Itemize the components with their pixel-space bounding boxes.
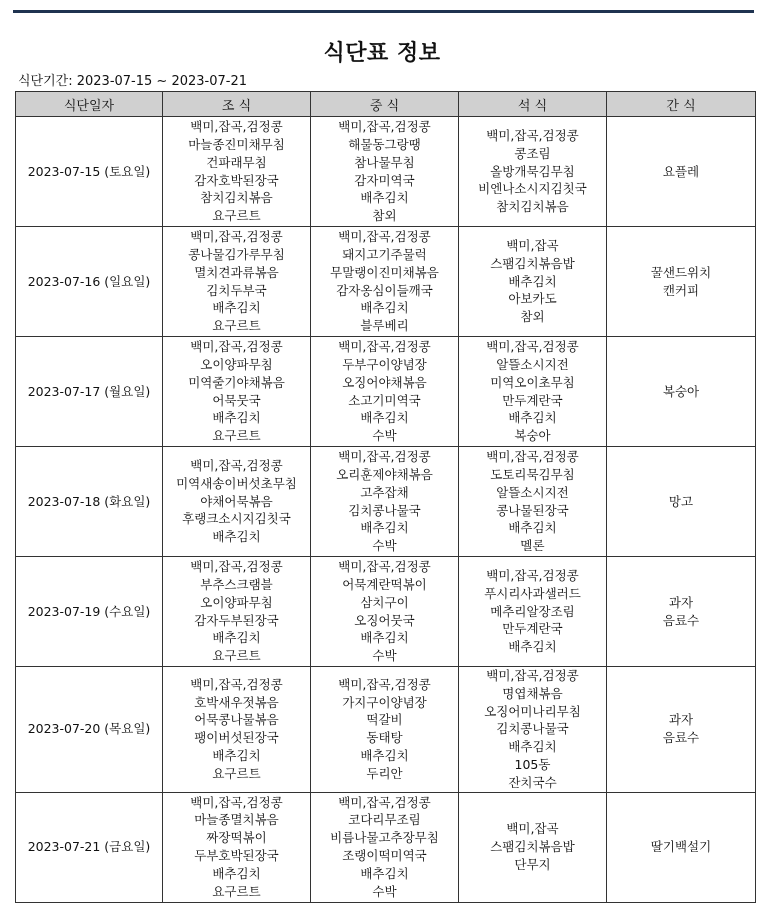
dinner-cell <box>459 227 607 337</box>
menu-item: 요구르트 <box>212 883 261 899</box>
menu-item: 복숭아 <box>514 428 551 444</box>
date-cell: 2023-07-21 (금요일) <box>16 792 163 902</box>
menu-item: 꿀샌드위치 <box>650 264 712 280</box>
menu-item: 오이양파무침 <box>200 356 273 372</box>
menu-item: 배추김치 <box>360 300 409 316</box>
menu-item: 감자두부된장국 <box>194 612 279 628</box>
menu-item: 과자 <box>668 712 694 728</box>
menu-item: 음료수 <box>662 612 700 628</box>
date-cell: 2023-07-19 (수요일) <box>16 557 163 667</box>
breakfast-cell <box>163 117 311 227</box>
date-cell: 2023-07-20 (목요일) <box>16 667 163 793</box>
menu-item: 백미,잡곡,검정콩 <box>486 128 579 143</box>
page-title: 식단표 정보 <box>323 41 441 66</box>
dinner-cell <box>459 337 607 447</box>
menu-item: 도토리묵김무침 <box>490 466 575 482</box>
menu-item: 김치두부국 <box>206 282 267 298</box>
column-header-breakfast: 조 식 <box>163 92 311 117</box>
menu-item: 배추김치 <box>508 410 557 426</box>
lunch-cell <box>311 227 459 337</box>
dinner-cell <box>459 792 607 902</box>
menu-item: 어묵콩나물볶음 <box>194 712 279 728</box>
menu-item: 백미,잡곡,검정콩 <box>338 449 431 465</box>
dinner-cell <box>459 117 607 227</box>
menu-item: 조랭이떡미역국 <box>342 848 427 864</box>
menu-item: 미역줄기야채볶음 <box>188 374 285 390</box>
dinner-cell <box>459 557 607 667</box>
menu-item: 배추김치 <box>508 739 557 755</box>
menu-item: 알뜰소시지전 <box>496 484 569 500</box>
date-cell: 2023-07-18 (화요일) <box>16 447 163 557</box>
menu-item: 비엔나소시지김칫국 <box>478 181 587 197</box>
breakfast-cell <box>163 447 311 557</box>
menu-item: 캔커피 <box>662 282 700 298</box>
menu-item: 요구르트 <box>212 765 261 781</box>
menu-item: 동태탕 <box>366 730 403 746</box>
menu-item: 백미,잡곡,검정콩 <box>190 119 283 135</box>
menu-item: 백미,잡곡,검정콩 <box>190 458 283 473</box>
menu-item: 백미,잡곡,검정콩 <box>486 339 579 355</box>
menu-item: 배추김치 <box>212 410 261 426</box>
menu-item: 배추김치 <box>508 639 557 655</box>
breakfast-cell <box>163 227 311 337</box>
menu-item: 백미,잡곡,검정콩 <box>190 559 283 575</box>
menu-item: 팽이버섯된장국 <box>194 730 279 746</box>
menu-item: 참나물무침 <box>354 154 415 170</box>
menu-item: 음료수 <box>662 730 700 746</box>
menu-item: 후랭크소시지김칫국 <box>182 511 291 527</box>
menu-item: 배추김치 <box>212 748 261 764</box>
menu-item: 참치김치볶음 <box>200 190 273 206</box>
menu-item: 백미,잡곡,검정콩 <box>338 676 431 692</box>
snack-cell <box>607 227 756 337</box>
menu-item: 비름나물고추장무침 <box>330 830 439 846</box>
meal-plan-table <box>15 91 756 903</box>
menu-item: 감자옹심이들깨국 <box>336 282 433 298</box>
menu-item: 요구르트 <box>212 648 261 664</box>
menu-item: 복숭아 <box>662 383 700 399</box>
date-cell: 2023-07-17 (월요일) <box>16 337 163 447</box>
menu-item: 오징어뭇국 <box>354 612 415 628</box>
table-row <box>16 337 756 447</box>
lunch-cell <box>311 337 459 447</box>
breakfast-cell <box>163 792 311 902</box>
menu-item: 두리안 <box>366 765 403 781</box>
menu-item: 요플레 <box>662 163 700 179</box>
menu-item: 수박 <box>372 428 397 444</box>
snack-cell <box>607 117 756 227</box>
menu-item: 야채어묵볶음 <box>200 493 273 509</box>
menu-item: 미역새송이버섯초무침 <box>176 475 297 491</box>
table-row <box>16 792 756 902</box>
menu-item: 배추김치 <box>212 865 261 881</box>
menu-item: 해물동그랑땡 <box>348 136 421 152</box>
lunch-cell <box>311 667 459 793</box>
menu-item: 백미,잡곡,검정콩 <box>338 339 431 355</box>
menu-item: 콩나물김가루무침 <box>188 246 285 262</box>
menu-item: 명엽채볶음 <box>502 685 563 701</box>
breakfast-cell <box>163 667 311 793</box>
menu-item: 백미,잡곡,검정콩 <box>486 568 579 583</box>
menu-item: 멜론 <box>520 538 545 554</box>
menu-item: 어묵뭇국 <box>212 392 261 408</box>
menu-item: 가지구이양념장 <box>342 694 427 710</box>
menu-item: 105동 <box>514 756 551 772</box>
menu-item: 감자미역국 <box>354 172 415 188</box>
table-body <box>16 117 756 903</box>
menu-item: 푸시리사과샐러드 <box>484 585 581 601</box>
table-row <box>16 117 756 227</box>
column-header-dinner: 석 식 <box>459 92 607 117</box>
menu-item: 백미,잡곡,검정콩 <box>338 229 431 245</box>
menu-item: 참외 <box>520 309 545 325</box>
menu-item: 무말랭이진미채볶음 <box>330 264 439 280</box>
menu-item: 배추김치 <box>360 865 409 881</box>
table-row <box>16 667 756 793</box>
menu-item: 잔치국수 <box>508 774 557 790</box>
column-header-lunch: 중 식 <box>311 92 459 117</box>
menu-item: 단무지 <box>514 856 551 872</box>
menu-item: 알뜰소시지전 <box>496 356 569 372</box>
menu-item: 백미,잡곡,검정콩 <box>190 229 283 245</box>
table-row <box>16 447 756 557</box>
breakfast-cell <box>163 337 311 447</box>
menu-item: 배추김치 <box>212 529 261 545</box>
menu-item: 백미,잡곡 <box>506 238 559 253</box>
top-divider-bar <box>13 10 754 13</box>
table-header-row <box>16 92 756 117</box>
menu-item: 마늘종진미채무침 <box>188 136 285 152</box>
menu-item: 백미,잡곡,검정콩 <box>190 676 283 692</box>
menu-item: 백미,잡곡,검정콩 <box>338 559 431 575</box>
menu-item: 배추김치 <box>360 630 409 646</box>
column-header-snack: 간 식 <box>607 92 756 117</box>
menu-item: 짜장떡볶이 <box>206 830 267 846</box>
menu-item: 두부호박된장국 <box>194 848 279 864</box>
menu-item: 요구르트 <box>212 428 261 444</box>
menu-item: 수박 <box>372 648 397 664</box>
menu-item: 망고 <box>668 493 694 509</box>
menu-item: 배추김치 <box>508 520 557 536</box>
menu-item: 수박 <box>372 538 397 554</box>
snack-cell <box>607 337 756 447</box>
snack-cell <box>607 447 756 557</box>
menu-item: 올방개묵김무침 <box>490 163 575 179</box>
menu-item: 참외 <box>372 208 397 224</box>
menu-item: 배추김치 <box>212 300 261 316</box>
menu-item: 요구르트 <box>212 318 261 334</box>
menu-item: 삼치구이 <box>360 594 409 610</box>
menu-item: 김치콩나물국 <box>496 721 569 737</box>
menu-item: 배추김치 <box>508 273 557 289</box>
menu-item: 고추잡채 <box>360 484 409 500</box>
date-cell: 2023-07-16 (일요일) <box>16 227 163 337</box>
menu-item: 오징어야채볶음 <box>342 374 427 390</box>
menu-item: 참치김치볶음 <box>496 199 569 215</box>
snack-cell <box>607 667 756 793</box>
menu-item: 백미,잡곡,검정콩 <box>338 794 431 810</box>
menu-item: 과자 <box>668 594 694 610</box>
menu-item: 소고기미역국 <box>348 392 421 408</box>
menu-item: 오이양파무침 <box>200 594 273 610</box>
lunch-cell <box>311 792 459 902</box>
menu-item: 돼지고기주물럭 <box>342 246 427 262</box>
menu-item: 수박 <box>372 883 397 899</box>
menu-item: 백미,잡곡,검정콩 <box>486 449 579 465</box>
meal-period-label: 식단기간: 2023-07-15 ~ 2023-07-21 <box>18 74 248 89</box>
menu-item: 백미,잡곡,검정콩 <box>190 339 283 355</box>
menu-item: 배추김치 <box>360 748 409 764</box>
menu-item: 어묵계란떡볶이 <box>342 576 427 592</box>
snack-cell <box>607 792 756 902</box>
menu-item: 블루베리 <box>360 318 409 334</box>
menu-item: 감자호박된장국 <box>194 172 279 188</box>
menu-item: 오징어미나리무침 <box>484 703 581 719</box>
date-cell: 2023-07-15 (토요일) <box>16 117 163 227</box>
menu-item: 딸기백설기 <box>650 839 712 855</box>
menu-item: 배추김치 <box>360 410 409 426</box>
menu-item: 두부구이양념장 <box>342 356 427 372</box>
lunch-cell <box>311 117 459 227</box>
menu-item: 요구르트 <box>212 208 261 224</box>
menu-item: 백미,잡곡,검정콩 <box>190 794 283 810</box>
lunch-cell <box>311 447 459 557</box>
table-row <box>16 227 756 337</box>
menu-item: 떡갈비 <box>366 712 403 728</box>
menu-item: 배추김치 <box>360 520 409 536</box>
menu-item: 백미,잡곡,검정콩 <box>486 668 579 683</box>
menu-item: 코다리무조림 <box>348 812 421 828</box>
menu-item: 마늘종멸치볶음 <box>194 812 279 828</box>
table-row <box>16 557 756 667</box>
menu-item: 배추김치 <box>212 630 261 646</box>
dinner-cell <box>459 667 607 793</box>
menu-item: 메추리알장조림 <box>490 603 575 619</box>
menu-item: 김치콩나물국 <box>348 502 421 518</box>
breakfast-cell <box>163 557 311 667</box>
menu-item: 멸치견과류볶음 <box>194 264 279 280</box>
column-header-date: 식단일자 <box>16 92 163 117</box>
menu-item: 만두계란국 <box>502 392 563 408</box>
lunch-cell <box>311 557 459 667</box>
menu-item: 오리훈제야채볶음 <box>336 466 433 482</box>
menu-item: 백미,잡곡 <box>506 821 559 837</box>
menu-item: 스팸김치볶음밥 <box>490 839 575 855</box>
menu-item: 미역오이초무침 <box>490 374 575 390</box>
snack-cell <box>607 557 756 667</box>
menu-item: 백미,잡곡,검정콩 <box>338 119 431 135</box>
menu-item: 스팸김치볶음밥 <box>490 255 575 271</box>
menu-item: 호박새우젓볶음 <box>194 694 279 710</box>
menu-item: 배추김치 <box>360 190 409 206</box>
menu-item: 건파래무침 <box>206 154 267 170</box>
menu-item: 콩조림 <box>514 145 551 161</box>
menu-item: 아보카도 <box>508 291 557 307</box>
menu-item: 만두계란국 <box>502 621 563 637</box>
menu-item: 부추스크램블 <box>200 576 273 592</box>
menu-item: 콩나물된장국 <box>496 502 569 518</box>
dinner-cell <box>459 447 607 557</box>
